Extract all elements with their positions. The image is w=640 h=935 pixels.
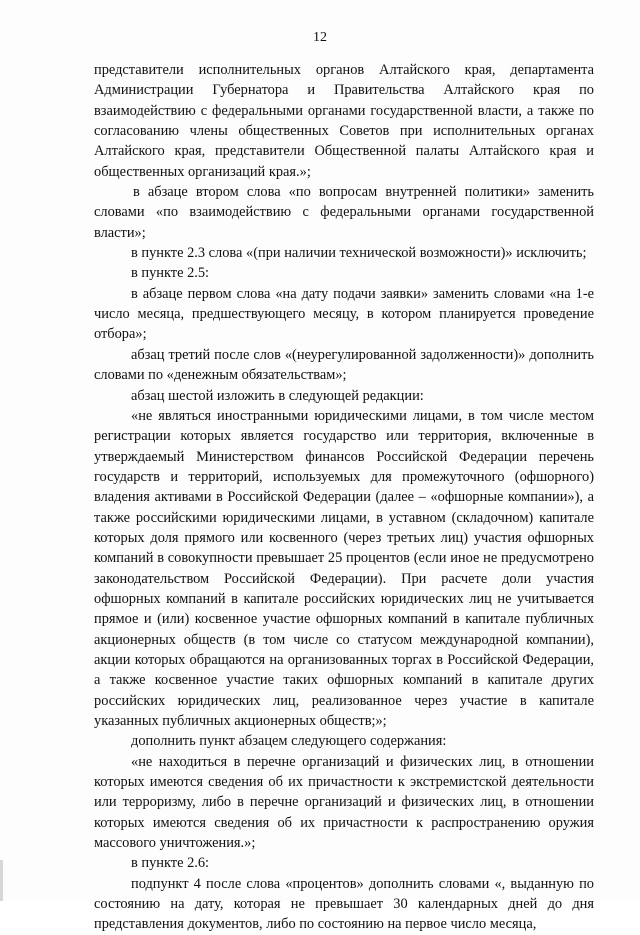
paragraph: «не являться иностранными юридическими лицами, в том числе местом регистрации которых является государство или территория, включенные в утверждаемый Министерством финансов Российской Федерации перечень государств и территорий, используемых для промежуточного (офшорного) владения активами в Российской Федерации (далее – «офшорные компании»), а также российскими юридическими лицами, в уставном (складочном) капитале которых доля прямого или косвенного (через третьих лиц) участия офшорных компаний в совокупности превышает 25 процентов (если иное не предусмотрено законодательством Российской Федерации). При расчете доли участия офшорных компаний в капитале российских юридических лиц не учитывается прямое и (или) косвенное участие офшорных компаний в капитале публичных акционерных обществ (в том числе со статусом международной компании), акции которых обращаются на организованных торгах в Российской Федерации, а также косвенное участие таких офшорных компаний в капитале других российских юридических лиц, реализованное через участие в капитале указанных публичных акционерных обществ;»;	[94, 407, 594, 729]
paragraph: в абзаце втором слова «по вопросам внутренней политики» заменить словами «по взаимодействию с федеральными органами государственной власти»;	[94, 184, 594, 241]
paragraph: подпункт 4 после слова «процентов» дополнить словами «, выданную по состоянию на дату, которая не превышает 30 календарных дней до дня представления документов, либо по состоянию на первое число месяца,	[94, 875, 594, 933]
scan-edge-mark	[0, 860, 3, 901]
paragraph: абзац третий после слов «(неурегулированной задолженности)» дополнить словами по «денежным обязательствам»;	[94, 346, 594, 384]
paragraph: в пункте 2.5:	[131, 265, 210, 282]
document-body	[94, 60, 594, 935]
page-number: 12	[313, 30, 327, 45]
paragraph: в абзаце первом слова «на дату подачи заявки» заменить словами «на 1-е число месяца, предшествующего месяцу, в котором планируется проведение отбора»;	[94, 285, 594, 343]
paragraph: представители исполнительных органов Алтайского края, департамента Администрации Губернатора и Правительства Алтайского края по взаимодействию с федеральными органами государственной власти, а также по согласованию члены общественных Советов при исполнительных органах Алтайского края, представители Общественной палаты Алтайского края и общественных организаций края.»;	[94, 62, 594, 180]
paragraph: дополнить пункт абзацем следующего содержания:	[131, 733, 447, 750]
paragraph: абзац шестой изложить в следующей редакции:	[131, 387, 424, 404]
paragraph: в пункте 2.3 слова «(при наличии технической возможности)» исключить;	[131, 245, 587, 262]
paragraph: в пункте 2.6:	[131, 855, 210, 872]
paragraph: «не находиться в перечне организаций и физических лиц, в отношении которых имеются сведения об их причастности к экстремистской деятельности или терроризму, либо в перечне организаций и физических лиц, в отношении которых имеются сведения об их причастности к распространению оружия массового уничтожения.»;	[94, 753, 594, 852]
